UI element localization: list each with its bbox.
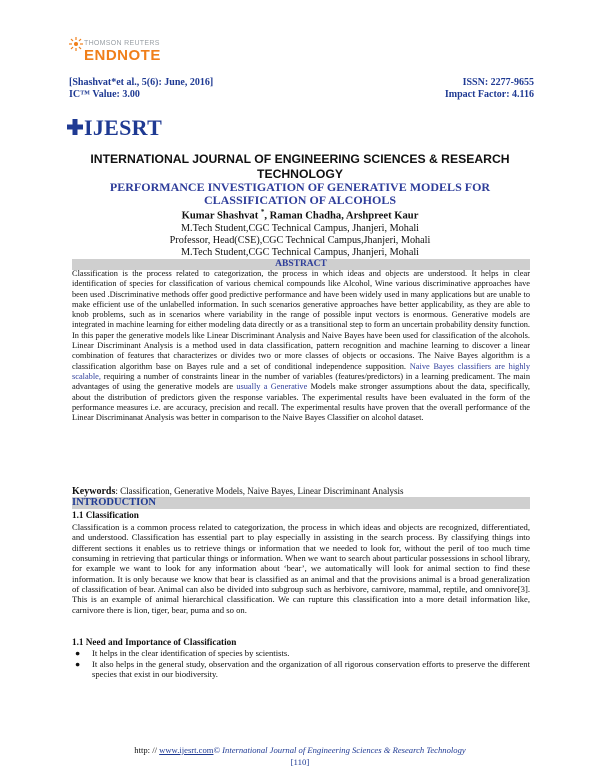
- logo-product: ENDNOTE: [84, 47, 161, 64]
- list-item-text: It helps in the clear identification of species by scientists.: [92, 648, 290, 658]
- authors: [70, 208, 530, 222]
- journal-short-name: IJESRT: [84, 115, 163, 140]
- impact-factor: Impact Factor: 4.116: [444, 89, 534, 100]
- citation-line: [Shashvat*et al., 5(6): June, 2016]: [69, 77, 214, 88]
- footer-prefix: http: //: [134, 745, 160, 755]
- abstract-highlight: usually a Generative: [236, 382, 308, 392]
- footer: [70, 745, 530, 755]
- affiliation: Professor, Head(CSE),CGC Technical Campus,Jhanjeri, Mohali: [169, 235, 431, 246]
- journal-metrics: [445, 77, 534, 101]
- page-number: [110]: [290, 757, 310, 767]
- section-heading: 1.1 Need and Importance of Classification: [72, 637, 237, 647]
- issn: ISSN: 2277-9655: [462, 77, 534, 88]
- section-heading: 1.1 Classification: [72, 510, 139, 520]
- journal-website-link[interactable]: www.ijesrt.com: [159, 745, 214, 755]
- logo-publisher: THOMSON REUTERS: [84, 40, 160, 47]
- journal-title-line: TECHNOLOGY: [257, 167, 343, 181]
- footer-copyright: © International Journal of Engineering Sciences & Research Technology: [213, 745, 466, 755]
- abstract-highlight: Naive Bayes classifiers are highly scalable,: [72, 361, 530, 381]
- abstract-text: Models make stronger assumptions about the data, specifically, about the distribution of predictors given the response variables. The experimental results have been evaluated in the form of the performance measures i.e. are accuracy, precision and recall. The experimental results have proven that the overall performance of the Linear Discriminanat Analysis was better in comparison to the Naive Bayes Classifier on alcohol dataset.: [72, 382, 531, 423]
- paper-title-line: PERFORMANCE INVESTIGATION OF GENERATIVE MODELS FOR: [109, 180, 491, 194]
- abstract-body: [72, 269, 530, 423]
- keywords-label: Keywords: [72, 486, 116, 497]
- bullet-icon: ●: [75, 648, 81, 658]
- keywords-list: : Classification, Generative Models, Naive Bayes, Linear Discriminant Analysis: [115, 486, 404, 496]
- affiliation: M.Tech Student,CGC Technical Campus, Jhanjeri, Mohali: [180, 247, 420, 258]
- author-rest: , Raman Chadha, Arshpreet Kaur: [264, 210, 419, 222]
- endnote-logo-icon: [68, 36, 84, 52]
- paper-title: [70, 181, 530, 207]
- bullet-icon: ●: [75, 659, 81, 669]
- author-first: Kumar Shashvat: [181, 210, 261, 222]
- abstract-text: Classification is the process related to categorization, the process in which ideas and objects are understood. It helps in clear identification of species for classification of various chemical compounds like Alcohol, Wine various discriminative approaches have been used .Discriminative methods offer good predictive performance and have been widely used in many applications but are unable to make efficient use of the unlabelled information. In such scenarios generative approaches have better applicability, as they are able to knob problems, such as in scenarios where variability in the range of possible input vectors is enormous. Generative models are integrated in machine learning for either modeling data directly or as a transitional step to form an uncertain probability density function. In this paper the generative models like Linear Discriminant Analysis and Naive Bayes have been used for classification of the alcohols. Linear Discriminant Analysis is a method used in data classification, pattern recognition and machine learning to discover a linear combination of features that characterizes or divides two or more classes of objects or occasions. The Naive Bayes algorithm is a classification algorithm base on Bayes rule and a set of conditional independence supposition.: [72, 269, 530, 371]
- ic-value: IC™ Value: 3.00: [69, 89, 140, 100]
- keywords: [72, 486, 404, 497]
- list-item-text: It also helps in the general study, observation and the organization of all rigorous conservation efforts to preserve the different species that exist in our biodiversity.: [92, 659, 530, 680]
- list-item: [75, 648, 530, 658]
- citation-info: [69, 77, 213, 101]
- intro-paragraph: Classification is a common process related to categorization, the process in which ideas and objects are recognized, differentiated, and understood. Classification has essential part to play especially in assisting in the search process. By classifying things into different sections it enables us to retrieve things or information that we needed to look for, without the peril of too much time consuming in retrieving that particular things or information. When we want to search about particular possessions in school library, for example we want to look for any information about ‘bear’, we automatically will look for animal section to find these information. It is only because we know that bear is classified as an animal and that the provisions animal is a broad generalization of classification of bear. Animal can also be divided into subgroup such as herbivore, carnivore, mammal, reptile, and omnivore[3]. This is an example of animal hierarchical classification. We can rupture this classification into a more detail information like, carnivore there is lion, tiger, bear, puma and so on.: [72, 522, 530, 615]
- plus-icon: [67, 119, 83, 135]
- abstract-text: requiring a number of constraints linear in the number of variables (features/predictors) in a learning predicament. The main advantages of using the generative models are: [72, 371, 530, 392]
- affiliation: M.Tech Student,CGC Technical Campus, Jhanjeri, Mohali: [180, 223, 420, 234]
- introduction-heading: INTRODUCTION: [72, 497, 530, 509]
- journal-title-line: INTERNATIONAL JOURNAL OF ENGINEERING SCIENCES & RESEARCH: [90, 152, 510, 166]
- list-item: [75, 659, 530, 680]
- journal-title: [70, 152, 530, 182]
- corresponding-mark: *: [260, 208, 265, 216]
- paper-title-line: CLASSIFICATION OF ALCOHOLS: [203, 193, 397, 207]
- abstract-heading: ABSTRACT: [72, 259, 530, 270]
